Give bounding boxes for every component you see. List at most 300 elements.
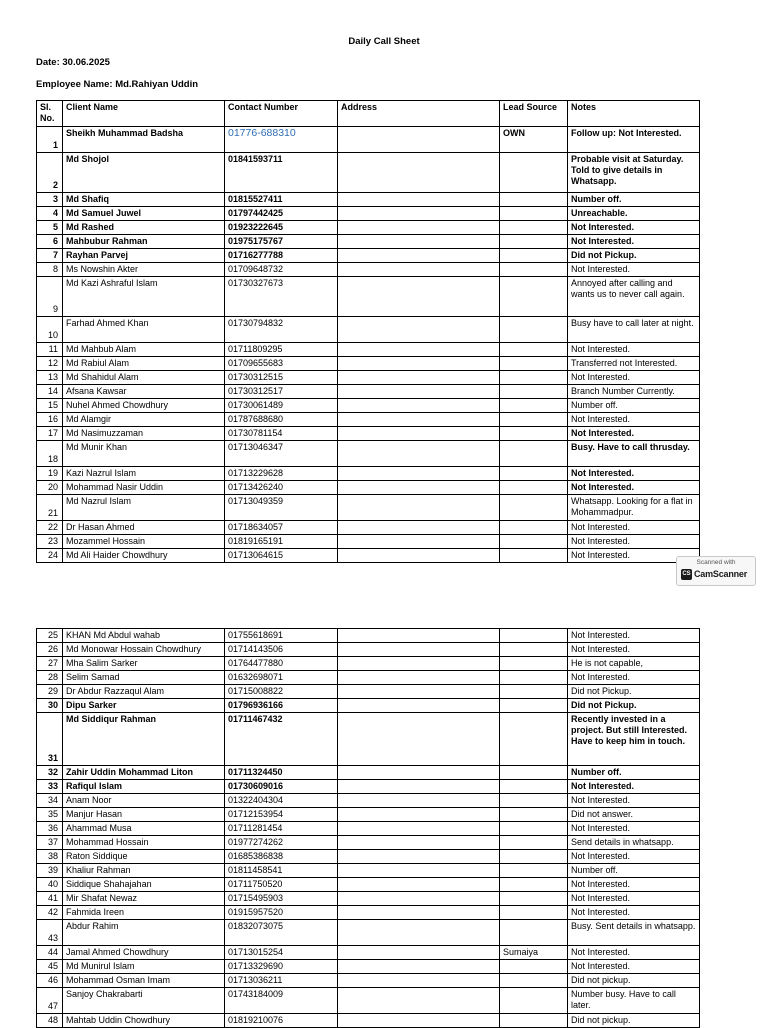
notes-cell: Not Interested. — [568, 671, 700, 685]
lead-source-cell — [500, 906, 568, 920]
sl-cell: 5 — [37, 221, 63, 235]
address-cell — [338, 685, 500, 699]
sl-cell: 25 — [37, 629, 63, 643]
notes-cell: Branch Number Currently. — [568, 385, 700, 399]
sl-cell: 48 — [37, 1014, 63, 1028]
client-name-cell: Md Siddiqur Rahman — [63, 713, 225, 766]
client-name-cell: Selim Samad — [63, 671, 225, 685]
header-sl: Sl. No. — [37, 101, 63, 127]
contact-number-cell: 01730327673 — [225, 277, 338, 317]
address-cell — [338, 946, 500, 960]
contact-number-cell: 01322404304 — [225, 794, 338, 808]
address-cell — [338, 127, 500, 153]
lead-source-cell — [500, 549, 568, 563]
table-row — [37, 946, 700, 960]
notes-cell: Not Interested. — [568, 343, 700, 357]
header-client-name: Client Name — [63, 101, 225, 127]
notes-cell: Not Interested. — [568, 892, 700, 906]
lead-source-cell — [500, 343, 568, 357]
sl-cell: 2 — [37, 153, 63, 193]
call-table-page-1 — [36, 100, 700, 563]
client-name-cell: Md Ali Haider Chowdhury — [63, 549, 225, 563]
scanner-name: CamScanner — [694, 569, 748, 579]
address-cell — [338, 193, 500, 207]
sl-cell: 16 — [37, 413, 63, 427]
lead-source-cell — [500, 481, 568, 495]
notes-cell: Did not pickup. — [568, 974, 700, 988]
contact-number-cell: 01841593711 — [225, 153, 338, 193]
contact-number-cell: 01711281454 — [225, 822, 338, 836]
notes-cell: Number off. — [568, 766, 700, 780]
notes-cell: Whatsapp. Looking for a flat in Mohammadpur. — [568, 495, 700, 521]
lead-source-cell — [500, 685, 568, 699]
lead-source-cell — [500, 385, 568, 399]
notes-cell: Not Interested. — [568, 960, 700, 974]
address-cell — [338, 221, 500, 235]
contact-number-cell: 01713064615 — [225, 549, 338, 563]
notes-cell: Did not answer. — [568, 808, 700, 822]
table-row — [37, 1014, 700, 1028]
contact-number-cell: 01716277788 — [225, 249, 338, 263]
client-name-cell: Siddique Shahajahan — [63, 878, 225, 892]
address-cell — [338, 780, 500, 794]
contact-number-cell: 01715495903 — [225, 892, 338, 906]
address-cell — [338, 836, 500, 850]
client-name-cell: Mir Shafat Newaz — [63, 892, 225, 906]
sl-cell: 31 — [37, 713, 63, 766]
table-row — [37, 822, 700, 836]
lead-source-cell — [500, 495, 568, 521]
notes-cell: Not Interested. — [568, 535, 700, 549]
table-body-page-2 — [37, 629, 700, 1028]
address-cell — [338, 713, 500, 766]
contact-number-cell: 01709648732 — [225, 263, 338, 277]
sl-cell: 24 — [37, 549, 63, 563]
table-row — [37, 235, 700, 249]
sl-cell: 43 — [37, 920, 63, 946]
table-row — [37, 988, 700, 1014]
table-row — [37, 221, 700, 235]
notes-cell: He is not capable, — [568, 657, 700, 671]
client-name-cell: Md Alamgir — [63, 413, 225, 427]
contact-number-cell: 01711809295 — [225, 343, 338, 357]
notes-cell: Busy. Have to call thrusday. — [568, 441, 700, 467]
notes-cell: Transferred not Interested. — [568, 357, 700, 371]
sl-cell: 14 — [37, 385, 63, 399]
address-cell — [338, 906, 500, 920]
address-cell — [338, 371, 500, 385]
contact-number-cell: 01730781154 — [225, 427, 338, 441]
table-row — [37, 960, 700, 974]
header-address: Address — [338, 101, 500, 127]
table-row — [37, 357, 700, 371]
client-name-cell: Dipu Sarker — [63, 699, 225, 713]
address-cell — [338, 643, 500, 657]
table-row — [37, 671, 700, 685]
sl-cell: 10 — [37, 317, 63, 343]
table-row — [37, 685, 700, 699]
contact-number-cell: 01713426240 — [225, 481, 338, 495]
contact-number-cell: 01923222645 — [225, 221, 338, 235]
sl-cell: 8 — [37, 263, 63, 277]
address-cell — [338, 385, 500, 399]
sl-cell: 42 — [37, 906, 63, 920]
client-name-cell: Md Kazi Ashraful Islam — [63, 277, 225, 317]
notes-cell: Busy. Sent details in whatsapp. — [568, 920, 700, 946]
client-name-cell: Md Munir Khan — [63, 441, 225, 467]
table-row — [37, 317, 700, 343]
client-name-cell: Mohammad Osman Imam — [63, 974, 225, 988]
sl-cell: 36 — [37, 822, 63, 836]
address-cell — [338, 808, 500, 822]
address-cell — [338, 657, 500, 671]
sl-cell: 39 — [37, 864, 63, 878]
sl-cell: 4 — [37, 207, 63, 221]
sheet-date: Date: 30.06.2025 — [36, 57, 110, 68]
contact-number-cell: 01819210076 — [225, 1014, 338, 1028]
lead-source-cell: Sumaiya — [500, 946, 568, 960]
table-row — [37, 974, 700, 988]
call-table-page-2 — [36, 628, 700, 1028]
table-row — [37, 495, 700, 521]
table-row — [37, 766, 700, 780]
notes-cell: Did not Pickup. — [568, 249, 700, 263]
contact-number-cell: 01713036211 — [225, 974, 338, 988]
lead-source-cell — [500, 878, 568, 892]
contact-number-cell: 01755618691 — [225, 629, 338, 643]
sl-cell: 11 — [37, 343, 63, 357]
table-row — [37, 808, 700, 822]
address-cell — [338, 277, 500, 317]
notes-cell: Not Interested. — [568, 780, 700, 794]
sl-cell: 32 — [37, 766, 63, 780]
sl-cell: 15 — [37, 399, 63, 413]
contact-number-cell: 01787688680 — [225, 413, 338, 427]
table-row — [37, 864, 700, 878]
address-cell — [338, 892, 500, 906]
table-row — [37, 535, 700, 549]
notes-cell: Not Interested. — [568, 794, 700, 808]
sl-cell: 38 — [37, 850, 63, 864]
notes-cell: Did not Pickup. — [568, 685, 700, 699]
address-cell — [338, 521, 500, 535]
address-cell — [338, 207, 500, 221]
address-cell — [338, 850, 500, 864]
table-row — [37, 836, 700, 850]
address-cell — [338, 629, 500, 643]
contact-number-cell: 01819165191 — [225, 535, 338, 549]
address-cell — [338, 481, 500, 495]
scanner-caption: Scanned with — [696, 559, 736, 566]
notes-cell: Not Interested. — [568, 629, 700, 643]
table-body-page-1 — [37, 127, 700, 563]
lead-source-cell — [500, 221, 568, 235]
contact-number-cell: 01713229628 — [225, 467, 338, 481]
table-row — [37, 193, 700, 207]
client-name-cell: Dr Abdur Razzaqul Alam — [63, 685, 225, 699]
sl-cell: 12 — [37, 357, 63, 371]
contact-number-cell: 01764477880 — [225, 657, 338, 671]
lead-source-cell — [500, 974, 568, 988]
sl-cell: 3 — [37, 193, 63, 207]
client-name-cell: Mozammel Hossain — [63, 535, 225, 549]
sl-cell: 23 — [37, 535, 63, 549]
sl-cell: 37 — [37, 836, 63, 850]
contact-number-cell: 01811458541 — [225, 864, 338, 878]
lead-source-cell — [500, 357, 568, 371]
contact-number-cell: 01711750520 — [225, 878, 338, 892]
table-row — [37, 249, 700, 263]
lead-source-cell — [500, 1014, 568, 1028]
lead-source-cell — [500, 988, 568, 1014]
lead-source-cell — [500, 427, 568, 441]
notes-cell: Unreachable. — [568, 207, 700, 221]
address-cell — [338, 549, 500, 563]
table-row — [37, 850, 700, 864]
sl-cell: 7 — [37, 249, 63, 263]
sl-cell: 45 — [37, 960, 63, 974]
table-row — [37, 207, 700, 221]
lead-source-cell — [500, 535, 568, 549]
contact-number-cell: 01632698071 — [225, 671, 338, 685]
table-row — [37, 629, 700, 643]
lead-source-cell — [500, 671, 568, 685]
camscanner-watermark — [676, 556, 756, 586]
contact-number-cell: 01709655683 — [225, 357, 338, 371]
lead-source-cell — [500, 657, 568, 671]
table-row — [37, 892, 700, 906]
contact-number-cell: 01711467432 — [225, 713, 338, 766]
sl-cell: 6 — [37, 235, 63, 249]
client-name-cell: Mha Salim Sarker — [63, 657, 225, 671]
contact-number-cell: 01977274262 — [225, 836, 338, 850]
table-row — [37, 343, 700, 357]
table-row — [37, 413, 700, 427]
sl-cell: 28 — [37, 671, 63, 685]
notes-cell: Follow up: Not Interested. — [568, 127, 700, 153]
lead-source-cell — [500, 399, 568, 413]
sl-cell: 17 — [37, 427, 63, 441]
client-name-cell: Rayhan Parvej — [63, 249, 225, 263]
client-name-cell: Md Shojol — [63, 153, 225, 193]
notes-cell: Not Interested. — [568, 643, 700, 657]
client-name-cell: Zahir Uddin Mohammad Liton — [63, 766, 225, 780]
table-row — [37, 699, 700, 713]
lead-source-cell — [500, 249, 568, 263]
notes-cell: Not Interested. — [568, 549, 700, 563]
address-cell — [338, 399, 500, 413]
address-cell — [338, 671, 500, 685]
lead-source-cell — [500, 920, 568, 946]
header-lead-source: Lead Source — [500, 101, 568, 127]
sl-cell: 33 — [37, 780, 63, 794]
notes-cell: Did not pickup. — [568, 1014, 700, 1028]
client-name-cell: Md Rabiul Alam — [63, 357, 225, 371]
lead-source-cell — [500, 153, 568, 193]
client-name-cell: Farhad Ahmed Khan — [63, 317, 225, 343]
client-name-cell: Raton Siddique — [63, 850, 225, 864]
client-name-cell: Kazi Nazrul Islam — [63, 467, 225, 481]
notes-cell: Not Interested. — [568, 263, 700, 277]
contact-number-cell: 01714143506 — [225, 643, 338, 657]
camscanner-logo-icon: CS — [681, 569, 692, 580]
notes-cell: Not Interested. — [568, 413, 700, 427]
notes-cell: Busy have to call later at night. — [568, 317, 700, 343]
sl-cell: 1 — [37, 127, 63, 153]
contact-number-cell: 01796936166 — [225, 699, 338, 713]
table-row — [37, 277, 700, 317]
notes-cell: Number off. — [568, 399, 700, 413]
notes-cell: Not Interested. — [568, 427, 700, 441]
client-name-cell: Ahammad Musa — [63, 822, 225, 836]
client-name-cell: Manjur Hasan — [63, 808, 225, 822]
sl-cell: 41 — [37, 892, 63, 906]
notes-cell: Not Interested. — [568, 521, 700, 535]
address-cell — [338, 249, 500, 263]
contact-number-cell: 01975175767 — [225, 235, 338, 249]
notes-cell: Number busy. Have to call later. — [568, 988, 700, 1014]
lead-source-cell — [500, 850, 568, 864]
notes-cell: Number off. — [568, 193, 700, 207]
contact-number-cell: 01713329690 — [225, 960, 338, 974]
contact-number-cell: 01832073075 — [225, 920, 338, 946]
client-name-cell: Ms Nowshin Akter — [63, 263, 225, 277]
contact-number-cell: 01776-688310 — [225, 127, 338, 153]
contact-number-cell: 01715008822 — [225, 685, 338, 699]
table-row — [37, 794, 700, 808]
sheet-title: Daily Call Sheet — [348, 36, 420, 47]
client-name-cell: Md Munirul Islam — [63, 960, 225, 974]
client-name-cell: Mohammad Hossain — [63, 836, 225, 850]
contact-number-cell: 01815527411 — [225, 193, 338, 207]
client-name-cell: Anam Noor — [63, 794, 225, 808]
sl-cell: 13 — [37, 371, 63, 385]
address-cell — [338, 441, 500, 467]
sl-cell: 21 — [37, 495, 63, 521]
address-cell — [338, 467, 500, 481]
lead-source-cell — [500, 808, 568, 822]
lead-source-cell — [500, 263, 568, 277]
address-cell — [338, 317, 500, 343]
table-row — [37, 153, 700, 193]
client-name-cell: Khaliur Rahman — [63, 864, 225, 878]
client-name-cell: Jamal Ahmed Chowdhury — [63, 946, 225, 960]
contact-number-cell: 01713049359 — [225, 495, 338, 521]
contact-number-cell: 01713015254 — [225, 946, 338, 960]
sl-cell: 20 — [37, 481, 63, 495]
notes-cell: Number off. — [568, 864, 700, 878]
lead-source-cell — [500, 521, 568, 535]
client-name-cell: Md Nasimuzzaman — [63, 427, 225, 441]
address-cell — [338, 495, 500, 521]
lead-source-cell — [500, 207, 568, 221]
address-cell — [338, 427, 500, 441]
contact-number-cell: 01712153954 — [225, 808, 338, 822]
lead-source-cell — [500, 766, 568, 780]
table-row — [37, 713, 700, 766]
notes-cell: Not Interested. — [568, 822, 700, 836]
sl-cell: 22 — [37, 521, 63, 535]
sl-cell: 9 — [37, 277, 63, 317]
table-row — [37, 371, 700, 385]
contact-number-cell: 01711324450 — [225, 766, 338, 780]
address-cell — [338, 988, 500, 1014]
sl-cell: 40 — [37, 878, 63, 892]
address-cell — [338, 794, 500, 808]
client-name-cell: Md Mahbub Alam — [63, 343, 225, 357]
table-row — [37, 643, 700, 657]
address-cell — [338, 263, 500, 277]
client-name-cell: Dr Hasan Ahmed — [63, 521, 225, 535]
address-cell — [338, 920, 500, 946]
lead-source-cell — [500, 699, 568, 713]
client-name-cell: Mahtab Uddin Chowdhury — [63, 1014, 225, 1028]
notes-cell: Not Interested. — [568, 235, 700, 249]
header-notes: Notes — [568, 101, 700, 127]
notes-cell: Not Interested. — [568, 946, 700, 960]
table-row — [37, 385, 700, 399]
table-row — [37, 127, 700, 153]
lead-source-cell — [500, 643, 568, 657]
sl-cell: 29 — [37, 685, 63, 699]
contact-number-cell: 01685386838 — [225, 850, 338, 864]
client-name-cell: Md Nazrul Islam — [63, 495, 225, 521]
contact-number-cell: 01730609016 — [225, 780, 338, 794]
notes-cell: Not Interested. — [568, 371, 700, 385]
client-name-cell: Md Monowar Hossain Chowdhury — [63, 643, 225, 657]
contact-number-cell: 01730061489 — [225, 399, 338, 413]
lead-source-cell — [500, 371, 568, 385]
table-row — [37, 657, 700, 671]
contact-number-cell: 01730794832 — [225, 317, 338, 343]
address-cell — [338, 413, 500, 427]
contact-number-cell: 01743184009 — [225, 988, 338, 1014]
table-header-row — [37, 101, 700, 127]
contact-number-cell: 01713046347 — [225, 441, 338, 467]
lead-source-cell — [500, 794, 568, 808]
table-row — [37, 549, 700, 563]
client-name-cell: Md Rashed — [63, 221, 225, 235]
table-row — [37, 481, 700, 495]
address-cell — [338, 864, 500, 878]
notes-cell: Not Interested. — [568, 221, 700, 235]
contact-number-cell: 01797442425 — [225, 207, 338, 221]
client-name-cell: Afsana Kawsar — [63, 385, 225, 399]
lead-source-cell: OWN — [500, 127, 568, 153]
lead-source-cell — [500, 822, 568, 836]
lead-source-cell — [500, 960, 568, 974]
table-row — [37, 906, 700, 920]
address-cell — [338, 1014, 500, 1028]
notes-cell: Not Interested. — [568, 467, 700, 481]
sl-cell: 30 — [37, 699, 63, 713]
address-cell — [338, 153, 500, 193]
address-cell — [338, 974, 500, 988]
address-cell — [338, 822, 500, 836]
notes-cell: Send details in whatsapp. — [568, 836, 700, 850]
lead-source-cell — [500, 193, 568, 207]
table-row — [37, 467, 700, 481]
sl-cell: 34 — [37, 794, 63, 808]
notes-cell: Recently invested in a project. But still Interested. Have to keep him in touch. — [568, 713, 700, 766]
header-contact-number: Contact Number — [225, 101, 338, 127]
lead-source-cell — [500, 836, 568, 850]
client-name-cell: KHAN Md Abdul wahab — [63, 629, 225, 643]
lead-source-cell — [500, 235, 568, 249]
notes-cell: Probable visit at Saturday. Told to give details in Whatsapp. — [568, 153, 700, 193]
table-row — [37, 441, 700, 467]
address-cell — [338, 699, 500, 713]
